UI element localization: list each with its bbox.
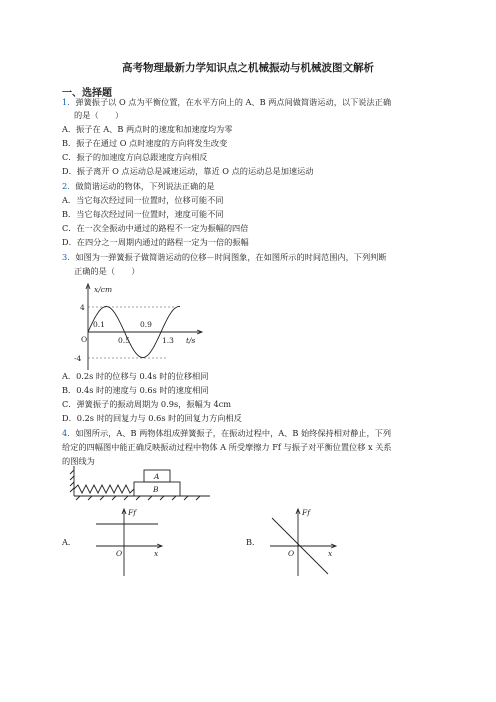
x-tick-0.1: 0.1 xyxy=(93,320,105,329)
question-2-number: 2． xyxy=(62,181,76,191)
option-a-graph xyxy=(92,506,172,578)
question-2-option-a: A．当它每次经过同一位置时，位移可能不同 xyxy=(62,195,224,205)
origin-label: O xyxy=(81,335,88,344)
y-axis-label: x/cm xyxy=(94,285,113,294)
question-3-option-d: D．0.2s 时的回复力与 0.6s 时的回复力方向相反 xyxy=(62,413,242,423)
wall-hatching xyxy=(70,470,74,492)
option-a-origin: O xyxy=(116,549,123,558)
option-b-graph xyxy=(266,506,346,578)
option-b-y-label: Ff xyxy=(302,508,310,517)
question-3-number: 3． xyxy=(62,252,76,262)
option-b-origin: O xyxy=(288,549,295,558)
question-1-option-c: C．振子的加速度方向总跟速度方向相反 xyxy=(62,152,208,162)
x-tick-0.5: 0.5 xyxy=(118,336,130,345)
floor-hatching xyxy=(76,496,200,500)
spring xyxy=(74,485,134,493)
question-3-option-c: C．弹簧振子的振动周期为 0.9s，振幅为 4cm xyxy=(62,399,232,409)
y-tick-4: 4 xyxy=(80,303,85,312)
option-a-y-label: Ff xyxy=(128,508,136,517)
section-heading: 一、选择题 xyxy=(62,88,112,99)
question-4-number: 4． xyxy=(62,428,76,438)
x-tick-0.9: 0.9 xyxy=(140,320,152,329)
question-1-option-d: D．振子离开 O 点运动总是减速运动，靠近 O 点的运动总是加速运动 xyxy=(62,166,314,176)
question-4-stem-line-1: 4．如图所示，A、B 两物体组成弹簧振子，在振动过程中，A、B 始终保持相对静止，下列 xyxy=(62,428,392,438)
question-1-option-b: B．振子在通过 O 点时速度的方向将发生改变 xyxy=(62,138,228,148)
spring-block-diagram xyxy=(72,466,212,502)
question-3-option-a: A．0.2s 时的位移与 0.4s 时的位移相同 xyxy=(62,371,209,381)
question-4-option-b-label: B． xyxy=(246,537,261,547)
displacement-time-graph xyxy=(76,282,206,372)
block-b-label: B xyxy=(153,485,159,494)
y-tick-neg-4: -4 xyxy=(74,354,82,363)
question-2-option-d: D．在四分之一周期内通过的路程一定为一倍的振幅 xyxy=(62,237,249,247)
question-2-option-b: B．当它每次经过同一位置时，速度可能不同 xyxy=(62,209,224,219)
question-1-number: 1． xyxy=(62,97,76,107)
question-1-stem-line-1: 1．弹簧振子以 O 点为平衡位置，在水平方向上的 A、B 两点间做简谐运动，以下说法正确 xyxy=(62,97,392,107)
document-title: 高考物理最新力学知识点之机械振动与机械波图文解析 xyxy=(122,62,374,74)
question-4-stem-line-3: 的图线为 xyxy=(62,456,95,466)
x-tick-1.3: 1.3 xyxy=(162,336,174,345)
question-2-stem: 2．做简谐运动的物体，下列说法正确的是 xyxy=(62,181,215,191)
question-2-option-c: C．在一次全振动中通过的路程不一定为振幅的四倍 xyxy=(62,223,249,233)
option-b-x-label: x xyxy=(328,549,333,558)
x-axis-label: t/s xyxy=(186,336,196,345)
question-3-option-b: B．0.4s 时的速度与 0.6s 时的速度相同 xyxy=(62,385,209,395)
question-1-stem-line-2: 的是（ ） xyxy=(74,110,124,120)
question-4-stem-line-2: 给定的四幅图中能正确反映振动过程中物体 A 所受摩擦力 Ff 与振子对平衡位置位移 x 关系 xyxy=(62,442,392,452)
question-3-stem-line-1: 3．如图为一弹簧振子做简谐运动的位移－时间图象，在如图所示的时间范围内，下列判断 xyxy=(62,252,387,262)
question-3-stem-line-2: 正确的是（ ） xyxy=(74,266,140,276)
question-1-option-a: A．振子在 A、B 两点时的速度和加速度均为零 xyxy=(62,124,233,134)
option-a-x-label: x xyxy=(154,549,159,558)
question-4-option-a-label: A． xyxy=(62,537,77,547)
block-a-label: A xyxy=(154,472,160,481)
